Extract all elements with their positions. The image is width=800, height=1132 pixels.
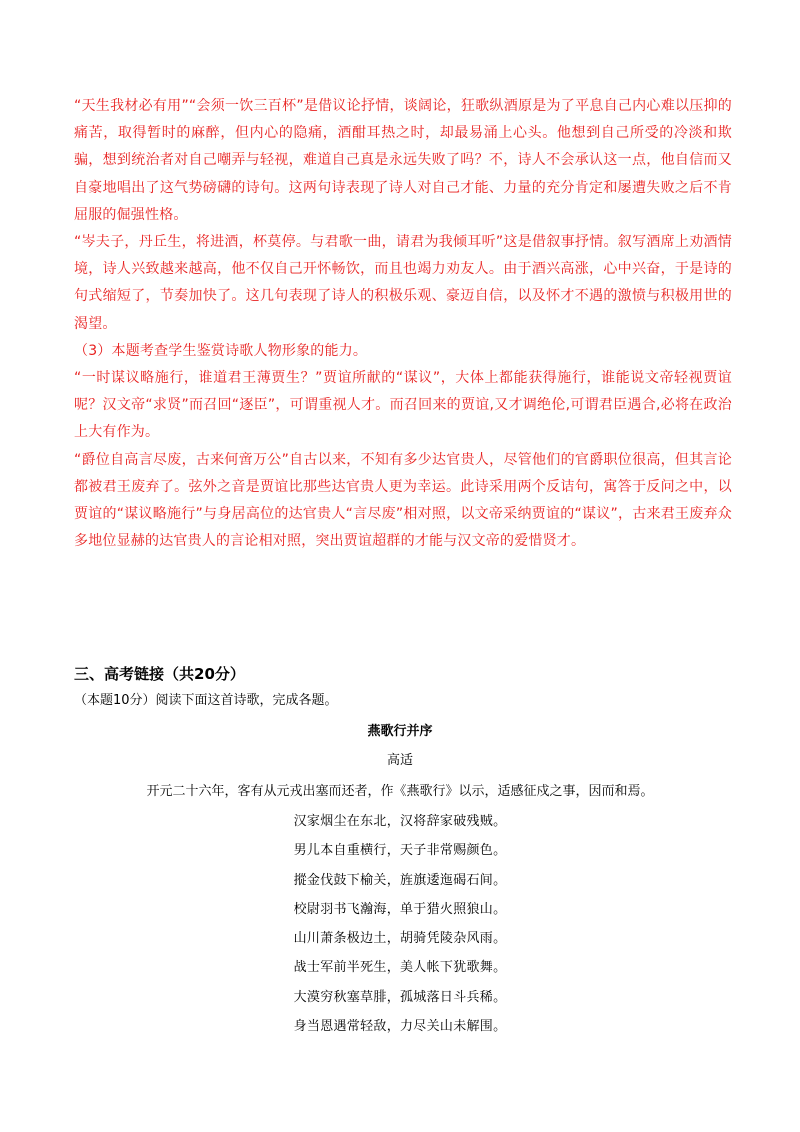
poem-author: 高适 xyxy=(386,753,413,768)
poem-line: 校尉羽书飞瀚海，单于猎火照狼山。 xyxy=(293,901,507,917)
poem-line: 山川萧条极边土，胡骑凭陵杂风雨。 xyxy=(293,931,507,947)
poem-line: 身当恩遇常轻敌，力尽关山未解围。 xyxy=(293,1019,507,1035)
section-heading: 三、高考链接（共20分） xyxy=(74,665,245,683)
answer-paragraph-4: “一时谋议略施行，谁道君王薄贾生？”贾谊所献的“谋议”，大体上都能获得施行，谁能说文帝轻视贾谊呢？汉文帝“求贤”而召回“逐臣”，可谓重视人才。而召回来的贾谊,又才调绝伦,可谓君臣遇合,必将在政治上大有作为。 xyxy=(74,370,732,441)
poem-line: 汉家烟尘在东北，汉将辞家破残贼。 xyxy=(293,814,507,829)
poem-line: 男儿本自重横行，天子非常赐颜色。 xyxy=(293,843,507,859)
answer-paragraph-2: “岑夫子，丹丘生，将进酒，杯莫停。与君歌一曲，请君为我倾耳听”这是借叙事抒情。叙写酒席上劝酒情境，诗人兴致越来越高，他不仅自己开怀畅饮，而且也竭力劝友人。由于酒兴高涨，心中兴奋，于是诗的句式缩短了，节奏加快了。这几句表现了诗人的积极乐观、豪迈自信，以及怀才不遇的激愤与积极用世的渴望。 xyxy=(74,234,732,332)
question-intro: （本题10分）阅读下面这首诗歌，完成各题。 xyxy=(74,693,338,708)
poem-body xyxy=(0,811,800,1045)
poem-line: 战士军前半死生，美人帐下犹歌舞。 xyxy=(293,960,507,976)
answer-paragraph-1: “天生我材必有用”“会须一饮三百杯”是借议论抒情，谈阔论，狂歌纵酒原是为了平息自己内心难以压抑的痛苦，取得暂时的麻醉，但内心的隐痛，酒酣耳热之时，却最易涌上心头。他想到自己所受的冷淡和欺骗，想到统治者对自己嘲弄与轻视，难道自己真是永远失败了吗？不，诗人不会承认这一点，他自信而又自豪地唱出了这气势磅礴的诗句。这两句诗表现了诗人对自己才能、力量的充分肯定和屡遭失败之后不肯屈服的倔强性格。 xyxy=(74,98,732,223)
poem-line: 大漠穷秋塞草腓，孤城落日斗兵稀。 xyxy=(293,989,507,1005)
answer-paragraph-5: “爵位自高言尽废，古来何啻万公”自古以来，不知有多少达官贵人，尽管他们的官爵职位很高，但其言论都被君王废弃了。弦外之音是贾谊比那些达官贵人更为幸运。此诗采用两个反诘句，寓答于反问之中，以贾谊的“谋议略施行”与身居高位的达官贵人“言尽废”相对照，以文帝采纳贾谊的“谋议”，古来君王废弃众多地位显赫的达官贵人的言论相对照，突出贾谊超群的才能与汉文帝的爱惜贤才。 xyxy=(74,451,732,550)
poem-preface: 开元二十六年，客有从元戎出塞而还者，作《燕歌行》以示，适感征戍之事，因而和焉。 xyxy=(146,784,654,799)
answer-paragraph-3: （3）本题考查学生鉴赏诗歌人物形象的能力。 xyxy=(74,342,368,359)
poem-line: 摐金伐鼓下榆关，旌旗逶迤碣石间。 xyxy=(293,872,507,888)
answer-explanation xyxy=(74,93,732,555)
poem-title: 燕歌行并序 xyxy=(367,724,433,739)
